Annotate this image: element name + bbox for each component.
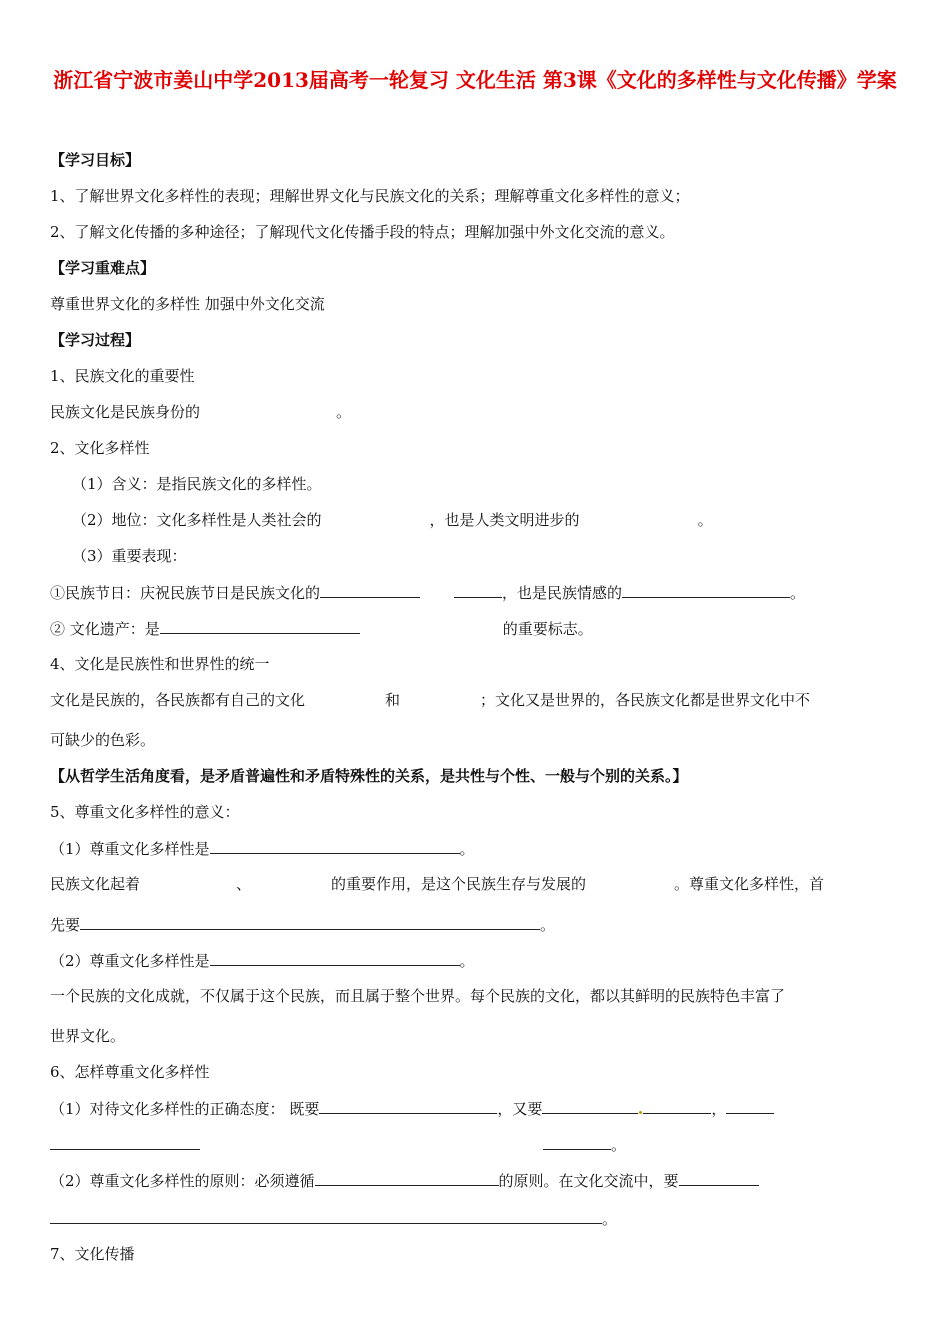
point-4-line-1 xyxy=(50,690,810,710)
fill-blank[interactable] xyxy=(50,1134,200,1150)
fill-blank[interactable] xyxy=(542,1098,638,1114)
fill-blank[interactable] xyxy=(726,1098,774,1114)
key-points: 尊重世界文化的多样性 加强中外文化交流 xyxy=(50,295,325,313)
point-7-heading: 7、文化传播 xyxy=(50,1245,135,1263)
point-2-heading: 2、文化多样性 xyxy=(50,439,150,457)
point-4-text-a: 文化是民族的，各民族都有自己的文化 xyxy=(50,691,306,709)
fill-blank[interactable] xyxy=(454,582,502,598)
fill-blank[interactable] xyxy=(319,1098,497,1114)
point-2-3-1-text-a: ①民族节日：庆祝民族节日是民族文化的 xyxy=(50,584,321,602)
point-5-2-end: 。 xyxy=(459,952,475,970)
point-5-2-text-a: （2）尊重文化多样性是 xyxy=(50,952,210,970)
point-6-1-text-b: ，又要 xyxy=(497,1100,543,1118)
point-2-2 xyxy=(72,510,713,530)
point-5-2-detail: 一个民族的文化成就，不仅属于这个民族，而且属于整个世界。每个民族的文化，都以其鲜明的民族特色丰富了 xyxy=(50,987,786,1005)
point-6-1-end: 。 xyxy=(611,1136,627,1154)
fill-blank[interactable] xyxy=(160,618,360,634)
point-5-1-text-d: 、 xyxy=(236,875,252,893)
point-5-1-text-g: 先要 xyxy=(50,916,81,934)
point-1-line xyxy=(50,402,351,422)
section-heading-goals: 【学习目标】 xyxy=(50,151,141,169)
point-5-1-text-a: （1）尊重文化多样性是 xyxy=(50,840,210,858)
point-6-2 xyxy=(50,1170,759,1191)
point-5-heading: 5、尊重文化多样性的意义： xyxy=(50,803,240,821)
point-6-2-text-a: （2）尊重文化多样性的原则：必须遵循 xyxy=(50,1172,315,1190)
point-1-heading: 1、民族文化的重要性 xyxy=(50,367,195,385)
point-2-3-1-end: 。 xyxy=(790,584,806,602)
point-1-end: 。 xyxy=(336,403,352,421)
point-2-3: （3）重要表现： xyxy=(72,547,187,565)
point-6-1-text-a: （1）对待文化多样性的正确态度： 既要 xyxy=(50,1100,320,1118)
document-title: 浙江省宁波市姜山中学2013届高考一轮复习 文化生活 第3课《文化的多样性与文化传播》学案 xyxy=(53,68,897,92)
point-5-1-end: 。 xyxy=(459,840,475,858)
point-6-2-continued xyxy=(50,1208,617,1229)
point-4-text-b: 和 xyxy=(385,691,401,709)
fill-blank[interactable] xyxy=(50,1208,602,1224)
fill-blank[interactable] xyxy=(315,1170,499,1186)
goal-1: 1、了解世界文化多样性的表现；理解世界文化与民族文化的关系；理解尊重文化多样性的意义； xyxy=(50,187,690,205)
fill-blank[interactable] xyxy=(643,1098,711,1114)
point-2-3-2-text-a: ② 文化遗产：是 xyxy=(50,620,160,638)
point-5-1-text-f: 。尊重文化多样性，首 xyxy=(674,875,825,893)
point-5-1-detail xyxy=(50,874,824,894)
point-6-2-text-b: 的原则。在文化交流中，要 xyxy=(498,1172,679,1190)
fill-blank[interactable] xyxy=(543,1134,611,1150)
fill-blank[interactable] xyxy=(210,838,460,854)
point-2-2-end: 。 xyxy=(697,511,713,529)
point-5-1 xyxy=(50,838,475,859)
point-6-1-text-c: ， xyxy=(711,1100,727,1118)
section-heading-process: 【学习过程】 xyxy=(50,331,141,349)
point-5-2 xyxy=(50,950,475,971)
point-5-1-text-c: 民族文化起着 xyxy=(50,875,141,893)
point-6-2-end: 。 xyxy=(602,1210,618,1228)
point-4-text-c: ；文化又是世界的，各民族文化都是世界文化中不 xyxy=(480,691,811,709)
fill-blank[interactable] xyxy=(80,914,540,930)
point-2-3-2 xyxy=(50,618,593,639)
point-2-3-2-text-b: 的重要标志。 xyxy=(502,620,593,638)
point-2-1: （1）含义：是指民族文化的多样性。 xyxy=(72,475,322,493)
point-2-2-text-b: ，也是人类文明进步的 xyxy=(429,511,580,529)
fill-blank[interactable] xyxy=(320,582,420,598)
fill-blank[interactable] xyxy=(679,1170,759,1186)
point-5-1-end-2: 。 xyxy=(540,916,556,934)
goal-2: 2、了解文化传播的多种途径；了解现代文化传播手段的特点；理解加强中外文化交流的意义。 xyxy=(50,223,675,241)
point-6-heading: 6、怎样尊重文化多样性 xyxy=(50,1063,210,1081)
section-heading-key-points: 【学习重难点】 xyxy=(50,259,156,277)
point-4-heading: 4、文化是民族性和世界性的统一 xyxy=(50,655,270,673)
philosophy-note: 【从哲学生活角度看，是矛盾普遍性和矛盾特殊性的关系，是共性与个性、一般与个别的关系。】 xyxy=(50,767,688,785)
point-2-3-1-text-b: ，也是民族情感的 xyxy=(502,584,623,602)
point-4-line-2: 可缺少的色彩。 xyxy=(50,731,156,749)
fill-blank[interactable] xyxy=(210,950,460,966)
point-5-2-continued: 世界文化。 xyxy=(50,1027,126,1045)
point-2-2-text-a: （2）地位：文化多样性是人类社会的 xyxy=(72,511,322,529)
point-2-3-1 xyxy=(50,582,805,603)
fill-blank[interactable] xyxy=(622,582,790,598)
point-1-text: 民族文化是民族身份的 xyxy=(50,403,201,421)
point-6-1 xyxy=(50,1098,774,1119)
point-5-1-text-e: 的重要作用，是这个民族生存与发展的 xyxy=(331,875,587,893)
point-5-1-continued xyxy=(50,914,555,935)
point-6-1-continued xyxy=(50,1134,626,1155)
ink-dot xyxy=(639,1111,642,1114)
